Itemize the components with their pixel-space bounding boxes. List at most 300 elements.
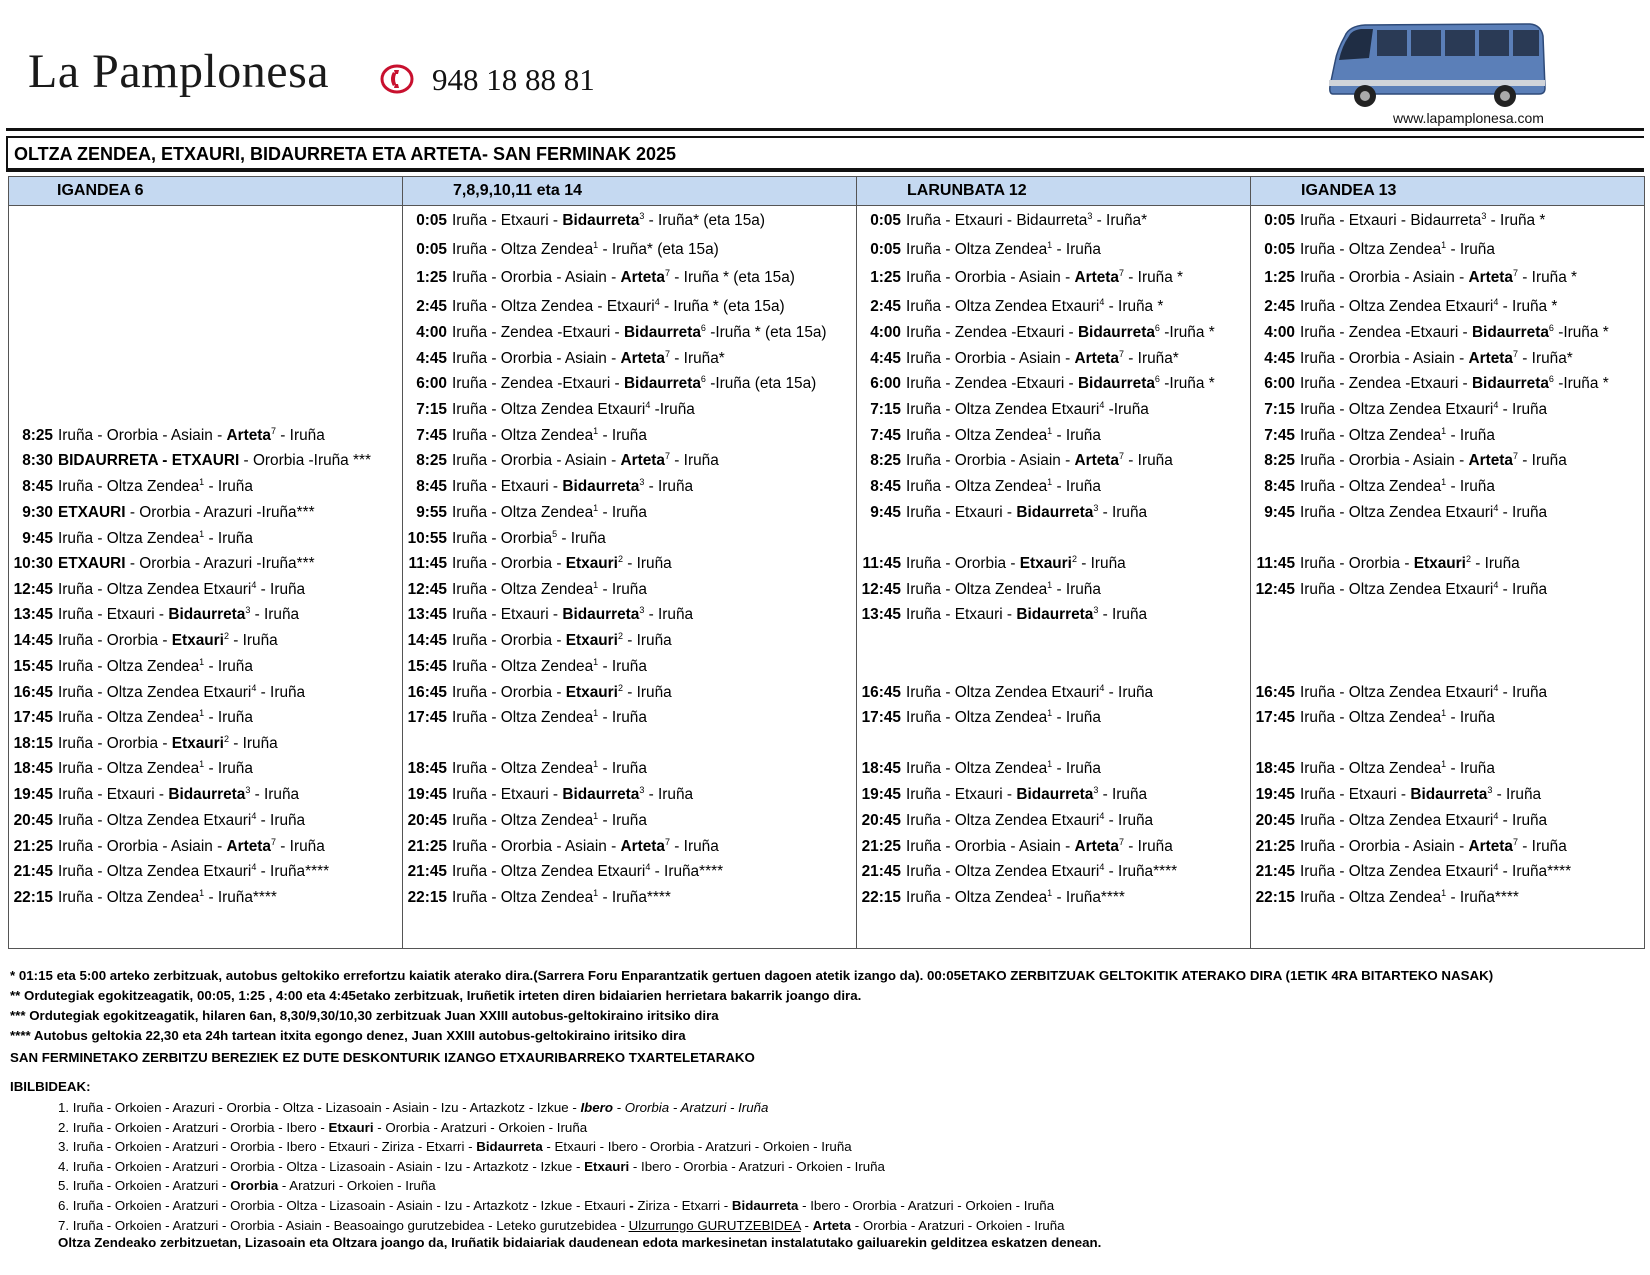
schedule-entry <box>407 838 719 856</box>
departure-time: 16:45 <box>861 684 901 701</box>
schedule-entry <box>13 709 253 727</box>
route-text: Iruña - Oltza Zendea$^1$ - Iruña <box>452 759 647 777</box>
schedule-entry <box>861 760 1101 778</box>
schedule-entry <box>407 760 647 778</box>
schedule-entry <box>407 709 647 727</box>
schedule-entry <box>861 863 1177 881</box>
departure-time: 18:15 <box>13 735 53 752</box>
schedule-column <box>403 206 857 949</box>
departure-time: 8:45 <box>416 478 447 495</box>
company-logo: La Pamplonesa <box>28 45 330 98</box>
schedule-entry <box>407 889 671 907</box>
route-text: Iruña - Oltza Zendea Etxauri$^4$ - Iruña <box>1300 580 1548 598</box>
schedule-entry <box>407 375 816 393</box>
schedule-entry <box>861 581 1101 599</box>
route-text: Iruña - Oltza Zendea Etxauri$^4$ - Iruña <box>1300 811 1548 829</box>
route-text: Iruña - Oltza Zendea$^1$ - Iruña <box>58 657 253 675</box>
departure-time: 1:25 <box>1264 269 1295 286</box>
schedule-entry <box>861 212 1147 230</box>
route-text: Iruña - Zendea -Etxauri - Bidaurreta$^6$ -Iruña * (eta 15a) <box>452 323 827 341</box>
schedule-entry <box>1255 863 1571 881</box>
route-text: Iruña - Oltza Zendea$^1$ - Iruña <box>452 503 647 521</box>
route-item: 5. Iruña - Orkoien - Aratzuri - Ororbia - Aratzuri - Orkoien - Iruña <box>58 1178 436 1194</box>
route-text: Iruña - Oltza Zendea Etxauri$^4$ - Iruña**** <box>58 862 330 880</box>
schedule-entry <box>1255 889 1519 907</box>
route-text: Iruña - Oltza Zendea Etxauri$^4$ - Iruña <box>58 811 306 829</box>
departure-time: 21:45 <box>1255 863 1295 880</box>
schedule-entry <box>1255 684 1547 702</box>
route-item: 7. Iruña - Orkoien - Aratzuri - Ororbia - Asiain - Beasoaingo gurutzebidea - Leteko gurutzebidea - Ulzurrungo GURUTZEBIDEA - Arteta - Ororbia - Aratzuri - Orkoien - Iruña <box>58 1217 1065 1233</box>
top-rule <box>6 128 1644 131</box>
schedule-entry <box>407 530 606 548</box>
departure-time: 4:45 <box>870 350 901 367</box>
schedule-entry <box>861 427 1101 445</box>
route-text: Iruña - Oltza Zendea Etxauri$^4$ -Iruña <box>452 400 695 418</box>
departure-time: 0:05 <box>870 241 901 258</box>
route-text: Iruña - Ororbia - Asiain - Arteta$^7$ - Iruña* <box>1300 349 1573 367</box>
departure-time: 0:05 <box>416 241 447 258</box>
schedule-entry <box>861 241 1101 259</box>
route-item: 2. Iruña - Orkoien - Aratzuri - Ororbia - Ibero - Etxauri - Ororbia - Aratzuri - Orkoien - Iruña <box>58 1119 588 1135</box>
schedule-entry <box>13 504 315 522</box>
schedule-entry <box>861 684 1153 702</box>
route-text: Iruña - Oltza Zendea$^1$ - Iruña <box>452 580 647 598</box>
discount-notice: SAN FERMINETAKO ZERBITZU BEREZIEK EZ DUTE DESKONTURIK IZANGO ETXAURIBARREKO TXARTELETARAKO <box>10 1050 755 1065</box>
route-text: Iruña - Ororbia - Asiain - Arteta$^7$ - Iruña <box>452 451 719 469</box>
departure-time: 16:45 <box>1255 684 1295 701</box>
departure-time: 18:45 <box>407 760 447 777</box>
route-text: Iruña - Ororbia - Asiain - Arteta$^7$ - Iruña <box>1300 837 1567 855</box>
schedule-entry <box>861 375 1215 393</box>
route-text: Iruña - Oltza Zendea Etxauri$^4$ - Iruña <box>58 683 306 701</box>
schedule-entry <box>1255 427 1495 445</box>
schedule-header-row <box>9 177 1645 206</box>
departure-time: 9:45 <box>870 504 901 521</box>
schedule-entry <box>407 298 785 316</box>
route-text: Iruña - Ororbia - Etxauri$^2$ - Iruña <box>452 631 672 649</box>
departure-time: 2:45 <box>416 298 447 315</box>
departure-time: 9:45 <box>1264 504 1295 521</box>
departure-time: 17:45 <box>861 709 901 726</box>
departure-time: 19:45 <box>13 786 53 803</box>
departure-time: 7:45 <box>416 427 447 444</box>
route-item: 3. Iruña - Orkoien - Aratzuri - Ororbia - Ibero - Etxauri - Ziriza - Etxarri - Bidaurreta - Etxauri - Ibero - Ororbia - Aratzuri - Orkoien - Iruña <box>58 1139 852 1155</box>
departure-time: 20:45 <box>407 812 447 829</box>
route-text: Iruña - Oltza Zendea$^1$ - Iruña <box>906 580 1101 598</box>
departure-time: 17:45 <box>13 709 53 726</box>
route-text: Iruña - Ororbia - Asiain - Arteta$^7$ - Iruña* <box>452 349 725 367</box>
route-text: Iruña - Oltza Zendea Etxauri$^4$ - Iruña**** <box>906 862 1178 880</box>
departure-time: 10:30 <box>13 555 53 572</box>
departure-time: 14:45 <box>13 632 53 649</box>
route-text: Iruña - Oltza Zendea$^1$ - Iruña**** <box>906 888 1125 906</box>
departure-time: 16:45 <box>407 684 447 701</box>
departure-time: 0:05 <box>1264 241 1295 258</box>
website-link[interactable]: www.lapamplonesa.com <box>1393 110 1544 126</box>
departure-time: 19:45 <box>861 786 901 803</box>
departure-time: 2:45 <box>870 298 901 315</box>
schedule-column <box>857 206 1251 949</box>
departure-time: 6:00 <box>870 375 901 392</box>
route-text: Iruña - Ororbia - Etxauri$^2$ - Iruña <box>1300 554 1520 572</box>
schedule-entry <box>407 786 693 804</box>
schedule-entry <box>1255 269 1577 287</box>
route-text: Iruña - Ororbia - Etxauri$^2$ - Iruña <box>58 631 278 649</box>
departure-time: 0:05 <box>1264 212 1295 229</box>
schedule-entry <box>1255 812 1547 830</box>
route-text: Iruña - Zendea -Etxauri - Bidaurreta$^6$ -Iruña (eta 15a) <box>452 374 817 392</box>
route-text: Iruña - Oltza Zendea Etxauri$^4$ - Iruña <box>1300 503 1548 521</box>
schedule-entry <box>407 350 725 368</box>
schedule-entry <box>13 658 253 676</box>
departure-time: 19:45 <box>407 786 447 803</box>
schedule-entry <box>861 452 1173 470</box>
schedule-entry <box>1255 298 1557 316</box>
route-text: Iruña - Zendea -Etxauri - Bidaurreta$^6$ -Iruña * <box>1300 374 1609 392</box>
schedule-entry <box>861 478 1101 496</box>
departure-time: 7:15 <box>1264 401 1295 418</box>
bus-illustration <box>1325 22 1555 110</box>
schedule-entry <box>407 241 719 259</box>
schedule-entry <box>861 504 1147 522</box>
departure-time: 11:45 <box>1256 555 1295 572</box>
departure-time: 18:45 <box>13 760 53 777</box>
schedule-entry <box>861 786 1147 804</box>
departure-time: 17:45 <box>1255 709 1295 726</box>
departure-time: 20:45 <box>13 812 53 829</box>
route-text: Iruña - Oltza Zendea Etxauri$^4$ - Iruña <box>58 580 306 598</box>
schedule-entry <box>861 298 1163 316</box>
departure-time: 4:00 <box>416 324 447 341</box>
route-text: Iruña - Oltza Zendea$^1$ - Iruña**** <box>1300 888 1519 906</box>
route-text: Iruña - Oltza Zendea - Etxauri$^4$ - Iruña * (eta 15a) <box>452 297 785 315</box>
schedule-entry <box>13 581 305 599</box>
schedule-entry <box>1255 838 1567 856</box>
departure-time: 16:45 <box>13 684 53 701</box>
departure-time: 8:30 <box>22 452 53 469</box>
departure-time: 15:45 <box>13 658 53 675</box>
schedule-entry <box>407 606 693 624</box>
route-text: Iruña - Oltza Zendea Etxauri$^4$ -Iruña <box>906 400 1149 418</box>
schedule-entry <box>407 555 672 573</box>
departure-time: 11:45 <box>862 555 901 572</box>
route-text: Iruña - Oltza Zendea$^1$ - Iruña <box>452 426 647 444</box>
schedule-entry <box>13 735 278 753</box>
departure-time: 8:25 <box>416 452 447 469</box>
departure-time: 10:55 <box>407 530 447 547</box>
column-header: LARUNBATA 12 <box>857 177 1251 206</box>
route-text: Iruña - Zendea -Etxauri - Bidaurreta$^6$ -Iruña * <box>906 374 1215 392</box>
schedule-entry <box>1255 760 1495 778</box>
route-text: Iruña - Ororbia - Asiain - Arteta$^7$ - Iruña * (eta 15a) <box>452 268 795 286</box>
route-text: Iruña - Oltza Zendea Etxauri$^4$ - Iruña <box>906 683 1154 701</box>
schedule-entry <box>861 812 1153 830</box>
schedule-entry <box>1255 241 1495 259</box>
route-text: Iruña - Zendea -Etxauri - Bidaurreta$^6$ -Iruña * <box>906 323 1215 341</box>
departure-time: 9:55 <box>416 504 447 521</box>
schedule-entry <box>1255 555 1520 573</box>
route-text: Iruña - Oltza Zendea Etxauri$^4$ - Iruña**** <box>1300 862 1572 880</box>
route-text: Iruña - Oltza Zendea$^1$ - Iruña <box>906 759 1101 777</box>
route-item: 1. Iruña - Orkoien - Arazuri - Ororbia - Oltza - Lizasoain - Asiain - Izu - Artazkotz - Izkue - Ibero - Ororbia - Aratzuri - Iruña <box>58 1100 769 1115</box>
departure-time: 18:45 <box>861 760 901 777</box>
footnote: * 01:15 eta 5:00 arteko zerbitzuak, autobus geltokiko errefortzu kaiatik aterako dira.(Sarrera Foru Enparantzatik gertuen dagoen atetik izango da). 00:05ETAKO ZERBITZUAK GELTOKITIK ATERAKO DIRA (1ETIK 4RA BITARTEKO NASAK) <box>10 968 1494 983</box>
departure-time: 7:15 <box>416 401 447 418</box>
schedule-entry <box>13 606 299 624</box>
schedule-entry <box>407 269 795 287</box>
schedule-entry <box>407 632 672 650</box>
departure-time: 8:25 <box>1264 452 1295 469</box>
schedule-entry <box>407 452 719 470</box>
schedule-entry <box>407 427 647 445</box>
departure-time: 21:45 <box>13 863 53 880</box>
schedule-entry <box>13 889 277 907</box>
schedule-entry <box>1255 212 1545 230</box>
route-text: Iruña - Etxauri - Bidaurreta$^3$ - Iruña <box>906 503 1148 521</box>
route-text: Iruña - Ororbia - Etxauri$^2$ - Iruña <box>906 554 1126 572</box>
schedule-entry <box>13 555 315 573</box>
schedule-entry <box>407 812 647 830</box>
route-text: Iruña - Ororbia - Asiain - Arteta$^7$ - Iruña <box>906 837 1173 855</box>
schedule-entry <box>13 812 305 830</box>
departure-time: 21:25 <box>861 838 901 855</box>
departure-time: 22:15 <box>407 889 447 906</box>
schedule-entry <box>861 401 1149 419</box>
route-text: Iruña - Oltza Zendea$^1$ - Iruña <box>1300 240 1495 258</box>
route-text: Iruña - Oltza Zendea$^1$ - Iruña <box>1300 426 1495 444</box>
page-title: OLTZA ZENDEA, ETXAURI, BIDAURRETA ETA ARTETA- SAN FERMINAK 2025 <box>14 144 677 164</box>
route-text: Iruña - Oltza Zendea$^1$ - Iruña <box>906 240 1101 258</box>
departure-time: 20:45 <box>861 812 901 829</box>
departure-time: 6:00 <box>416 375 447 392</box>
schedule-entry <box>13 838 325 856</box>
route-text: Iruña - Etxauri - Bidaurreta$^3$ - Iruña <box>906 605 1148 623</box>
title-box <box>6 136 1644 172</box>
route-text: Iruña - Etxauri - Bidaurreta$^3$ - Iruña <box>1300 785 1542 803</box>
route-text: Iruña - Oltza Zendea$^1$ - Iruña <box>58 759 253 777</box>
column-header: IGANDEA 6 <box>9 177 403 206</box>
schedule-entry <box>13 760 253 778</box>
footnote: *** Ordutegiak egokitzeagatik, hilaren 6an, 8,30/9,30/10,30 zerbitzuak Juan XXIII autobus-geltokiraino iritsiko dira <box>10 1008 719 1023</box>
departure-time: 18:45 <box>1255 760 1295 777</box>
departure-time: 15:45 <box>407 658 447 675</box>
route-item: 6. Iruña - Orkoien - Aratzuri - Ororbia - Oltza - Lizasoain - Asiain - Izu - Artazkotz - Izkue - Etxauri - Ziriza - Etxarri - Bidaurreta - Ibero - Ororbia - Aratzuri - Orkoien - Iruña <box>58 1197 1055 1213</box>
departure-time: 7:45 <box>870 427 901 444</box>
route-text: Iruña - Etxauri - Bidaurreta$^3$ - Iruña <box>452 605 694 623</box>
departure-time: 2:45 <box>1264 298 1295 315</box>
route-text: ETXAURI - Ororbia - Arazuri -Iruña*** <box>58 504 315 521</box>
departure-time: 21:45 <box>861 863 901 880</box>
departure-time: 9:30 <box>22 504 53 521</box>
departure-time: 8:45 <box>870 478 901 495</box>
route-text: Iruña - Oltza Zendea$^1$ - Iruña <box>1300 477 1495 495</box>
schedule-entry <box>407 324 827 342</box>
schedule-entry <box>407 212 765 230</box>
schedule-entry <box>1255 375 1609 393</box>
departure-time: 21:25 <box>1255 838 1295 855</box>
route-text: ETXAURI - Ororbia - Arazuri -Iruña*** <box>58 555 315 572</box>
route-text: Iruña - Ororbia - Asiain - Arteta$^7$ - Iruña <box>1300 451 1567 469</box>
column-header: 7,8,9,10,11 eta 14 <box>403 177 857 206</box>
schedule-entry <box>407 684 672 702</box>
route-text: Iruña - Ororbia - Asiain - Arteta$^7$ - Iruña <box>58 426 325 444</box>
route-text: Iruña - Etxauri - Bidaurreta$^3$ - Iruña* <box>906 211 1148 229</box>
departure-time: 7:15 <box>870 401 901 418</box>
departure-time: 12:45 <box>861 581 901 598</box>
schedule-entry <box>861 555 1126 573</box>
route-text: Iruña - Ororbia - Etxauri$^2$ - Iruña <box>452 683 672 701</box>
schedule-entry <box>1255 581 1547 599</box>
schedule-entry <box>1255 324 1609 342</box>
route-text: Iruña - Oltza Zendea Etxauri$^4$ - Iruña**** <box>452 862 724 880</box>
schedule-table <box>8 176 1645 949</box>
schedule-entry <box>13 684 305 702</box>
route-text: Iruña - Ororbia - Asiain - Arteta$^7$ - Iruña * <box>1300 268 1578 286</box>
schedule-entry <box>1255 786 1541 804</box>
departure-time: 11:45 <box>408 555 447 572</box>
schedule-entry <box>13 786 299 804</box>
schedule-entry <box>861 838 1173 856</box>
departure-time: 22:15 <box>13 889 53 906</box>
final-note: Oltza Zendeako zerbitzuetan, Lizasoain eta Oltzara joango da, Iruñatik bidaiariak daudenean edota markesinetan instalatutako gailuarekin gelditzea eskatzen denean. <box>58 1235 1102 1250</box>
route-text: Iruña - Oltza Zendea$^1$ - Iruña <box>1300 759 1495 777</box>
departure-time: 0:05 <box>416 212 447 229</box>
route-text: Iruña - Oltza Zendea Etxauri$^4$ - Iruña <box>1300 400 1548 418</box>
phone-icon <box>380 64 414 94</box>
route-text: Iruña - Oltza Zendea$^1$ - Iruña <box>906 708 1101 726</box>
departure-time: 1:25 <box>416 269 447 286</box>
footnotes <box>10 966 1493 1068</box>
departure-time: 21:25 <box>13 838 53 855</box>
departure-time: 7:45 <box>1264 427 1295 444</box>
schedule-entry <box>861 606 1147 624</box>
route-text: Iruña - Oltza Zendea$^1$ - Iruña <box>906 426 1101 444</box>
departure-time: 1:25 <box>870 269 901 286</box>
departure-time: 12:45 <box>407 581 447 598</box>
route-text: Iruña - Oltza Zendea$^1$ - Iruña <box>58 708 253 726</box>
departure-time: 19:45 <box>1255 786 1295 803</box>
route-text: Iruña - Oltza Zendea$^1$ - Iruña <box>452 811 647 829</box>
schedule-entry <box>13 530 253 548</box>
departure-time: 9:45 <box>22 530 53 547</box>
column-header: IGANDEA 13 <box>1251 177 1645 206</box>
route-text: Iruña - Ororbia - Asiain - Arteta$^7$ - Iruña * <box>906 268 1184 286</box>
schedule-entry <box>407 658 647 676</box>
schedule-entry <box>1255 350 1573 368</box>
route-text: Iruña - Oltza Zendea$^1$ - Iruña <box>452 708 647 726</box>
departure-time: 4:45 <box>416 350 447 367</box>
route-text: Iruña - Oltza Zendea$^1$ - Iruña <box>58 529 253 547</box>
routes-list <box>58 1098 1065 1235</box>
schedule-entry <box>13 478 253 496</box>
schedule-entry <box>13 427 325 445</box>
departure-time: 4:00 <box>870 324 901 341</box>
route-text: Iruña - Oltza Zendea$^1$ - Iruña <box>1300 708 1495 726</box>
schedule-entry <box>407 863 723 881</box>
departure-time: 8:45 <box>1264 478 1295 495</box>
departure-time: 13:45 <box>407 606 447 623</box>
schedule-column <box>9 206 403 949</box>
departure-time: 22:15 <box>861 889 901 906</box>
schedule-entry <box>407 478 693 496</box>
route-text: Iruña - Etxauri - Bidaurreta$^3$ - Iruña <box>906 785 1148 803</box>
departure-time: 13:45 <box>13 606 53 623</box>
route-text: Iruña - Ororbia - Asiain - Arteta$^7$ - Iruña <box>452 837 719 855</box>
departure-time: 14:45 <box>407 632 447 649</box>
route-text: Iruña - Oltza Zendea Etxauri$^4$ - Iruña * <box>906 297 1164 315</box>
schedule-entry <box>861 324 1215 342</box>
departure-time: 4:00 <box>1264 324 1295 341</box>
departure-time: 8:25 <box>870 452 901 469</box>
schedule-entry <box>1255 401 1547 419</box>
route-text: Iruña - Ororbia - Etxauri$^2$ - Iruña <box>58 734 278 752</box>
routes-heading: IBILBIDEAK: <box>10 1079 91 1094</box>
departure-time: 8:25 <box>22 427 53 444</box>
route-text: Iruña - Ororbia - Asiain - Arteta$^7$ - Iruña* <box>906 349 1179 367</box>
schedule-entry <box>1255 709 1495 727</box>
route-text: BIDAURRETA - ETXAURI - Ororbia -Iruña *** <box>58 452 371 469</box>
route-text: Iruña - Oltza Zendea$^1$ - Iruña <box>906 477 1101 495</box>
schedule-entry <box>407 504 647 522</box>
schedule-column <box>1251 206 1645 949</box>
phone-text: 948 18 88 81 <box>432 62 595 97</box>
route-text: Iruña - Etxauri - Bidaurreta$^3$ - Iruña <box>58 785 300 803</box>
departure-time: 22:15 <box>1255 889 1295 906</box>
departure-time: 12:45 <box>13 581 53 598</box>
route-text: Iruña - Etxauri - Bidaurreta$^3$ - Iruña <box>58 605 300 623</box>
departure-time: 12:45 <box>1255 581 1295 598</box>
schedule-entry <box>1255 452 1567 470</box>
departure-time: 0:05 <box>870 212 901 229</box>
departure-time: 6:00 <box>1264 375 1295 392</box>
schedule-entry <box>407 581 647 599</box>
footnote: **** Autobus geltokia 22,30 eta 24h tartean itxita egongo denez, Juan XXIII autobus-geltokiraino iritsiko dira <box>10 1028 686 1043</box>
schedule-entry <box>861 269 1183 287</box>
schedule-entry <box>407 401 695 419</box>
route-text: Iruña - Etxauri - Bidaurreta$^3$ - Iruña* (eta 15a) <box>452 211 765 229</box>
route-text: Iruña - Oltza Zendea$^1$ - Iruña* (eta 15a) <box>452 240 719 258</box>
route-text: Iruña - Oltza Zendea$^1$ - Iruña <box>58 477 253 495</box>
route-text: Iruña - Oltza Zendea$^1$ - Iruña**** <box>58 888 277 906</box>
footnote: ** Ordutegiak egokitzeagatik, 00:05, 1:25 , 4:00 eta 4:45etako zerbitzuak, Iruñetik irteten diren bidaiarien herrietara bakarrik joango dira. <box>10 988 862 1003</box>
route-text: Iruña - Oltza Zendea Etxauri$^4$ - Iruña * <box>1300 297 1558 315</box>
departure-time: 20:45 <box>1255 812 1295 829</box>
route-text: Iruña - Oltza Zendea$^1$ - Iruña**** <box>452 888 671 906</box>
schedule-entry <box>861 709 1101 727</box>
departure-time: 21:25 <box>407 838 447 855</box>
phone-number <box>432 62 595 98</box>
departure-time: 21:45 <box>407 863 447 880</box>
route-text: Iruña - Oltza Zendea Etxauri$^4$ - Iruña <box>906 811 1154 829</box>
route-text: Iruña - Oltza Zendea Etxauri$^4$ - Iruña <box>1300 683 1548 701</box>
schedule-entry <box>861 350 1179 368</box>
route-text: Iruña - Etxauri - Bidaurreta$^3$ - Iruña * <box>1300 211 1546 229</box>
schedule-entry <box>1255 504 1547 522</box>
route-text: Iruña - Ororbia - Etxauri$^2$ - Iruña <box>452 554 672 572</box>
route-text: Iruña - Ororbia - Asiain - Arteta$^7$ - Iruña <box>906 451 1173 469</box>
route-text: Iruña - Zendea -Etxauri - Bidaurreta$^6$ -Iruña * <box>1300 323 1609 341</box>
schedule-entry <box>13 863 329 881</box>
route-text: Iruña - Oltza Zendea$^1$ - Iruña <box>452 657 647 675</box>
route-text: Iruña - Etxauri - Bidaurreta$^3$ - Iruña <box>452 785 694 803</box>
schedule-entry <box>1255 478 1495 496</box>
route-text: Iruña - Etxauri - Bidaurreta$^3$ - Iruña <box>452 477 694 495</box>
route-text: Iruña - Ororbia$^5$ - Iruña <box>452 529 606 547</box>
schedule-entry <box>13 632 278 650</box>
departure-time: 13:45 <box>861 606 901 623</box>
departure-time: 4:45 <box>1264 350 1295 367</box>
schedule-entry <box>13 452 371 470</box>
